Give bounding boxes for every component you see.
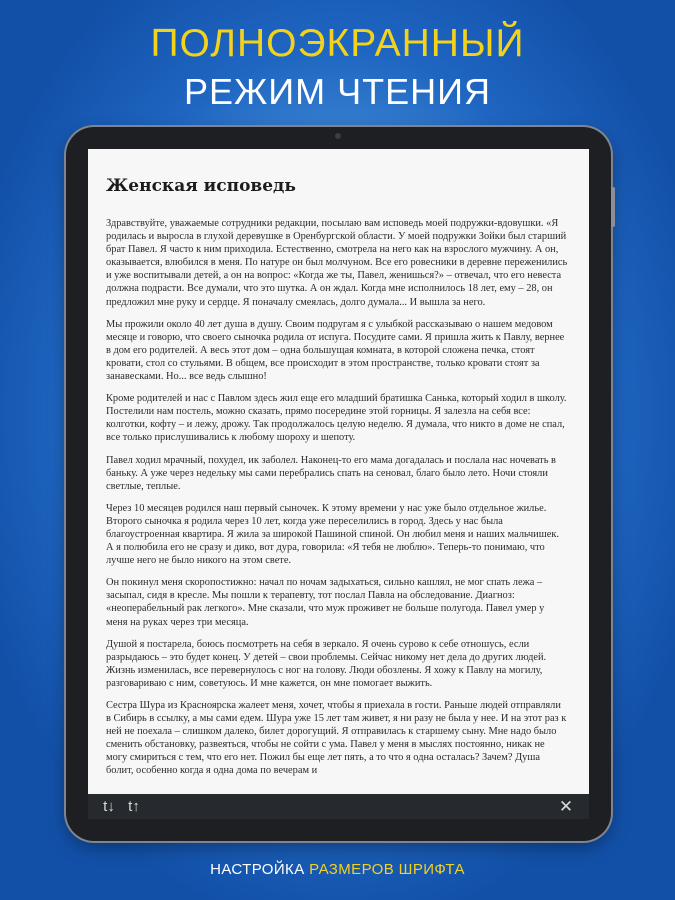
font-decrease-icon[interactable]: t↓ [103,798,115,815]
article-paragraph: Душой я постарела, боюсь посмотреть на себя в зеркало. Я очень сурово к себе отношусь, если разрыдаюсь – это будет конец. У детей – свои проблемы. Сейчас никому нет дела до других людей. Жизнь изменилась, все перевернулось с ног на голову. Люди обозлены. Я хожу к Павлу на могилу, разговариваю с ним, советуюсь. И мне кажется, он мне помогает выжить. [106,638,547,689]
promo-headline-line1: ПОЛНОЭКРАННЫЙ [150,22,525,65]
article-paragraph: Павел ходил мрачный, похудел, ик заболел. Наконец-то его мама догадалась и послала нас ночевать в баньку. А уже через недельку мы сами перебрались спать на сеновал, благо было лето. Ночи стояли светлые, теплые. [106,454,556,492]
article-paragraph: Сестра Шура из Красноярска жалеет меня, хочет, чтобы я приехала в гости. Раньше людей отправляли в Сибирь в ссылку, а мы сами едем. Шура уже 15 лет там живет, я ни разу не была у нее. И на этот раз к ней не поехала – слишком далеко, билет дорогущий. Я отправилась к старшему сыну. Мне надо было сменить обстановку, развеяться, чтобы не сойти с ума. Павел у меня в мыслях постоянно, никак не могу смириться с тем, что его нет. Пожил бы еще лет пять, а то что я одна осталась? Зачем? Душа болит, особенно когда я одна дома по вечерам и [106,700,567,777]
tablet-device [66,127,611,841]
close-icon[interactable]: ✕ [558,797,574,816]
article-paragraph: Кроме родителей и нас с Павлом здесь жил еще его младший братишка Санька, который ходил в школу. Постелили нам постель, можно сказать, прямо посередине этой горницы. Я залезла на себя все: колготки, кофту – и лежу, дрожу. Так продолжалось целую неделю. Я думала, что никто в доме не спал, все только прислушивались к любому шороху и шепоту. [106,393,567,444]
reader-toolbar [88,794,589,819]
reader-screen[interactable] [88,149,589,819]
article-title: Женская исповедь [106,176,296,196]
promo-headline-line2: РЕЖИМ ЧТЕНИЯ [184,71,491,112]
article-body [106,217,568,787]
article-paragraph: Он покинул меня скоропостижно: начал по ночам задыхаться, сильно кашлял, не мог спать лежа – засыпал, сидя в кресле. Мы пошли к терапевту, тот послал Павла на обследование. Диагноз: «неоперабельный рак легкого». Мне сказали, что муж проживет не больше полугода. Павел умер у меня на руках через три месяца. [106,577,545,628]
promo-caption [0,861,675,878]
caption-yellow-part: РАЗМЕРОВ ШРИФТА [309,861,465,878]
side-button [611,187,615,227]
font-increase-icon[interactable]: t↑ [128,798,140,815]
article-paragraph: Через 10 месяцев родился наш первый сыночек. К этому времени у нас уже было отдельное жилье. Второго сыночка я родила через 10 лет, когда уже переселились в город. Здесь у нас была благоустроенная квартира. Я жила за широкой Пашиной спиной. Он любил меня и наших мальчишек. А я полюбила его не сразу и дико, вот дура, говорила: «Я тебя не люблю». Теперь-то понимаю, что лучше него не было никого на этом свете. [106,502,560,567]
article-paragraph: Мы прожили около 40 лет душа в душу. Своим подругам я с улыбкой рассказываю о нашем медовом месяце и говорю, что своего сыночка родила от испуга. Посудите сами. Я пришла жить к Павлу, вернее в дом его родителей. А весь этот дом – одна большущая комната, в которой сложена печка, стоят кровати, стол со стульями. В общем, все происходит в этом пространстве, только кровати стоят за занавесками. Но... все ведь слышно! [106,318,565,383]
caption-white-part: НАСТРОЙКА [210,861,310,878]
camera-dot [335,133,341,139]
article-paragraph: Здравствуйте, уважаемые сотрудники редакции, посылаю вам исповедь моей подружки-вдовушки. «Я родилась и выросла в глухой деревушке в Оренбургской области. У моей подружки Зойки был старший брат Павел. Я часто к ним приходила. Естественно, смотрела на него как на взрослого мужчину. А он, оказывается, влюбился в меня. По натуре он был молчуном. Все его ровесники в деревне переженились и уже воспитывали детей, а он на вопрос: «Когда же ты, Павел, женишься?» – отвечал, что его невеста должна подрасти. Все думали, что это шутка. А он ждал. Когда мне исполнилось 18 лет, ему – 28, он предложил мне руку и сердце. Я поначалу смеялась, долго думала... И вышла за него. [106,218,568,308]
